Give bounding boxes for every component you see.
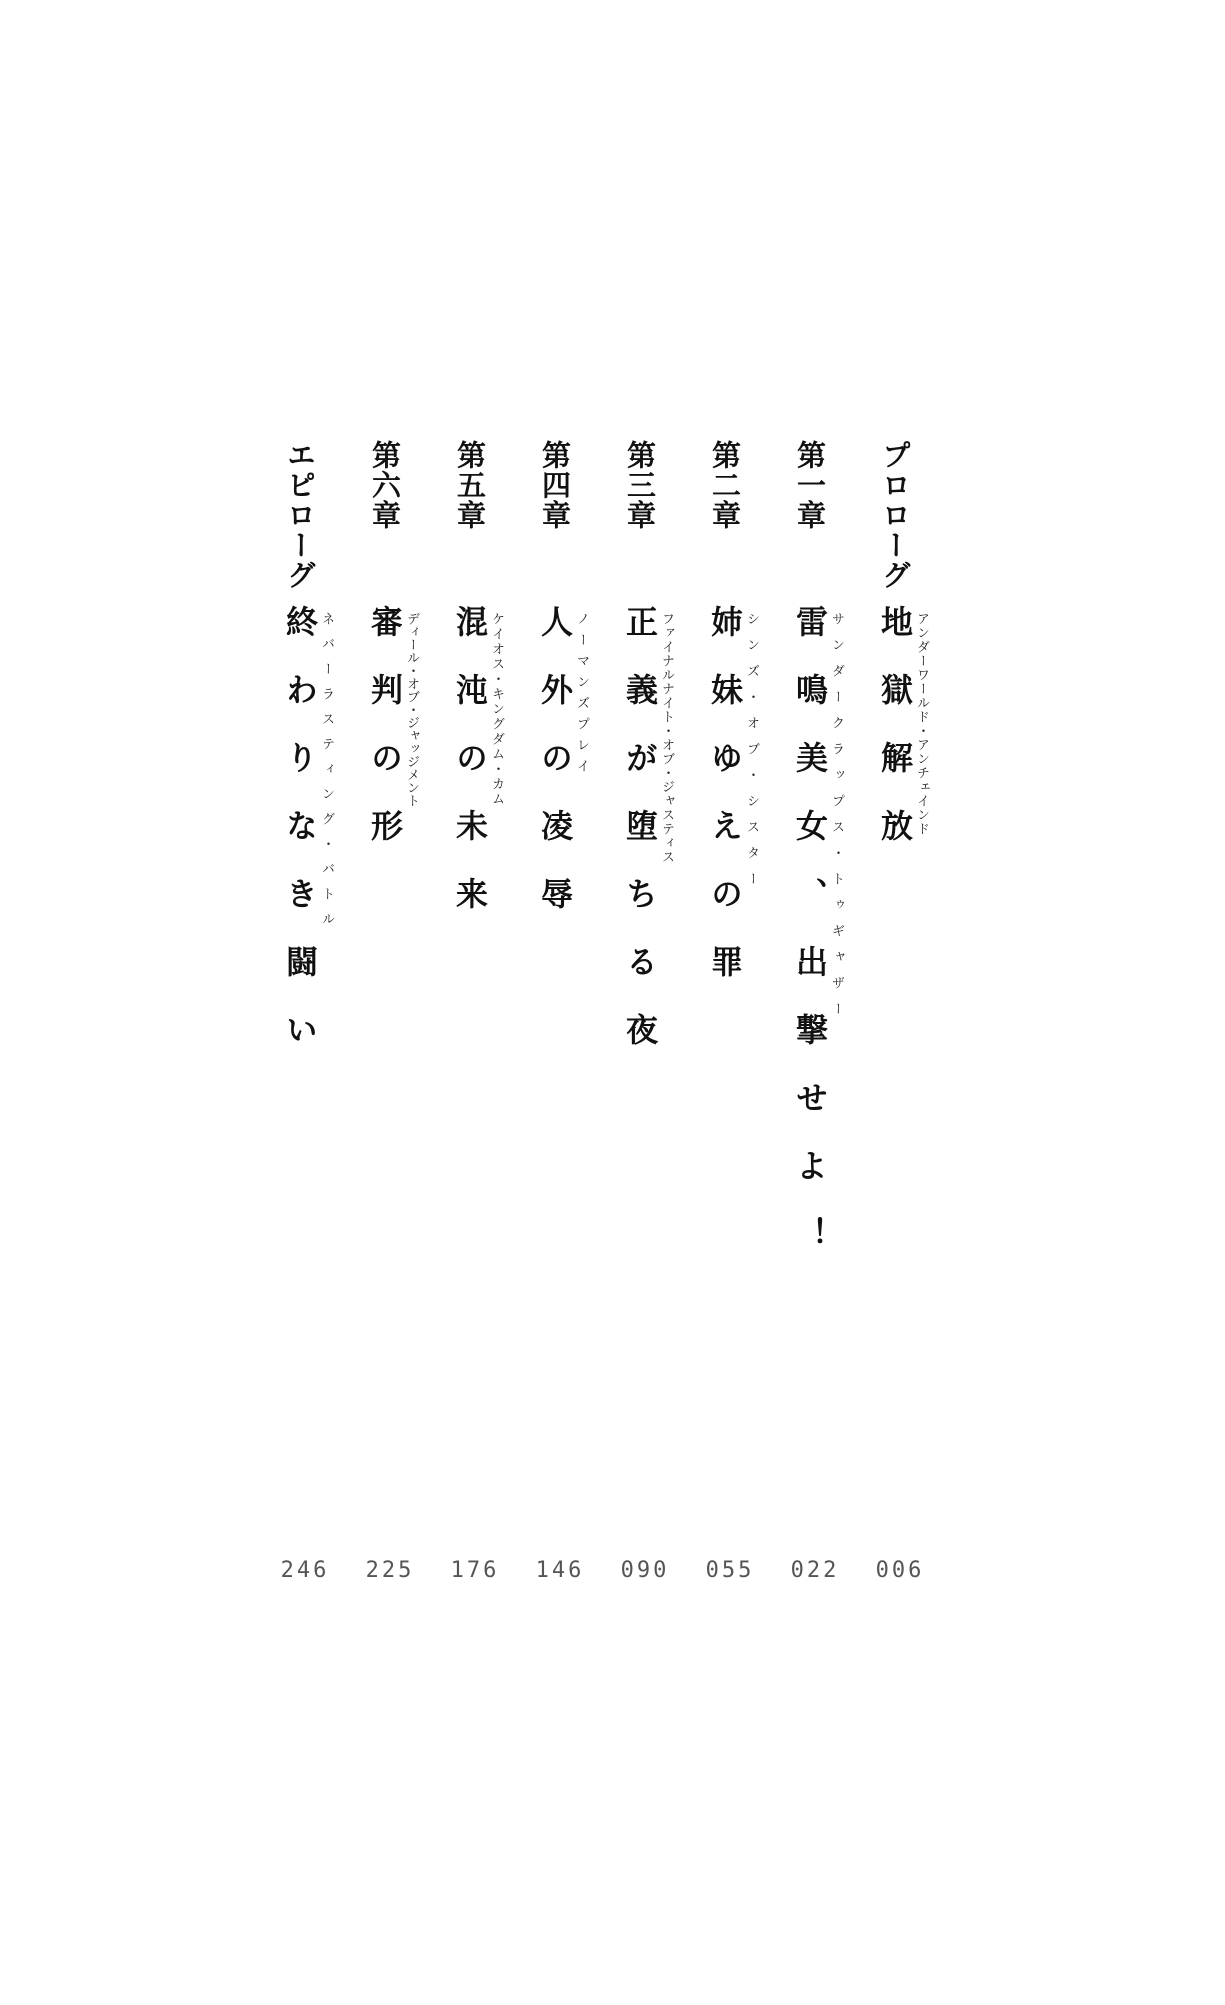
page-number: 055: [705, 1558, 755, 1583]
chapter-title: 人外の凌辱: [536, 605, 574, 945]
chapter-ruby: ネバーラスティング・バトル: [319, 612, 334, 937]
page-number: 246: [280, 1558, 330, 1583]
page-number: 090: [620, 1558, 670, 1583]
page-number: 022: [790, 1558, 840, 1583]
chapter-title: 混沌の未来: [451, 605, 489, 945]
chapter-title: 終わりなき闘い: [281, 605, 319, 1081]
chapter-label: 第三章: [623, 440, 657, 530]
chapter-label: 第二章: [708, 440, 742, 530]
chapter-label: エピローグ: [283, 440, 317, 590]
chapter-ruby: アンダーワールド・アンチェインド: [914, 612, 929, 836]
chapter-title: 正義が堕ちる夜: [621, 605, 659, 1081]
chapter-ruby: シンズ・オブ・シスター: [744, 612, 759, 898]
chapter-label: 第四章: [538, 440, 572, 530]
chapter-title: 地獄解放: [876, 605, 914, 877]
chapter-title: 姉妹ゆえの罪: [706, 605, 744, 1013]
chapter-label: 第一章: [793, 440, 827, 530]
chapter-ruby: サンダークラップス・トゥギャザー: [829, 612, 844, 1028]
page-number: 006: [875, 1558, 925, 1583]
page-number: 225: [365, 1558, 415, 1583]
page-number: 176: [450, 1558, 500, 1583]
chapter-ruby: ケイオス・キングダム・カム: [489, 612, 504, 807]
chapter-ruby: ファイナルナイト・オブ・ジャスティス: [659, 612, 674, 864]
chapter-label: 第六章: [368, 440, 402, 530]
chapter-label: 第五章: [453, 440, 487, 530]
chapter-label: プロローグ: [878, 440, 912, 590]
chapter-title: 雷鳴美女、出撃せよ！: [791, 605, 829, 1285]
chapter-ruby: ディール・オブ・ジャッジメント: [404, 612, 419, 807]
page-number: 146: [535, 1558, 585, 1583]
chapter-ruby: ノーマンズプレイ: [574, 612, 589, 780]
chapter-title: 審判の形: [366, 605, 404, 877]
